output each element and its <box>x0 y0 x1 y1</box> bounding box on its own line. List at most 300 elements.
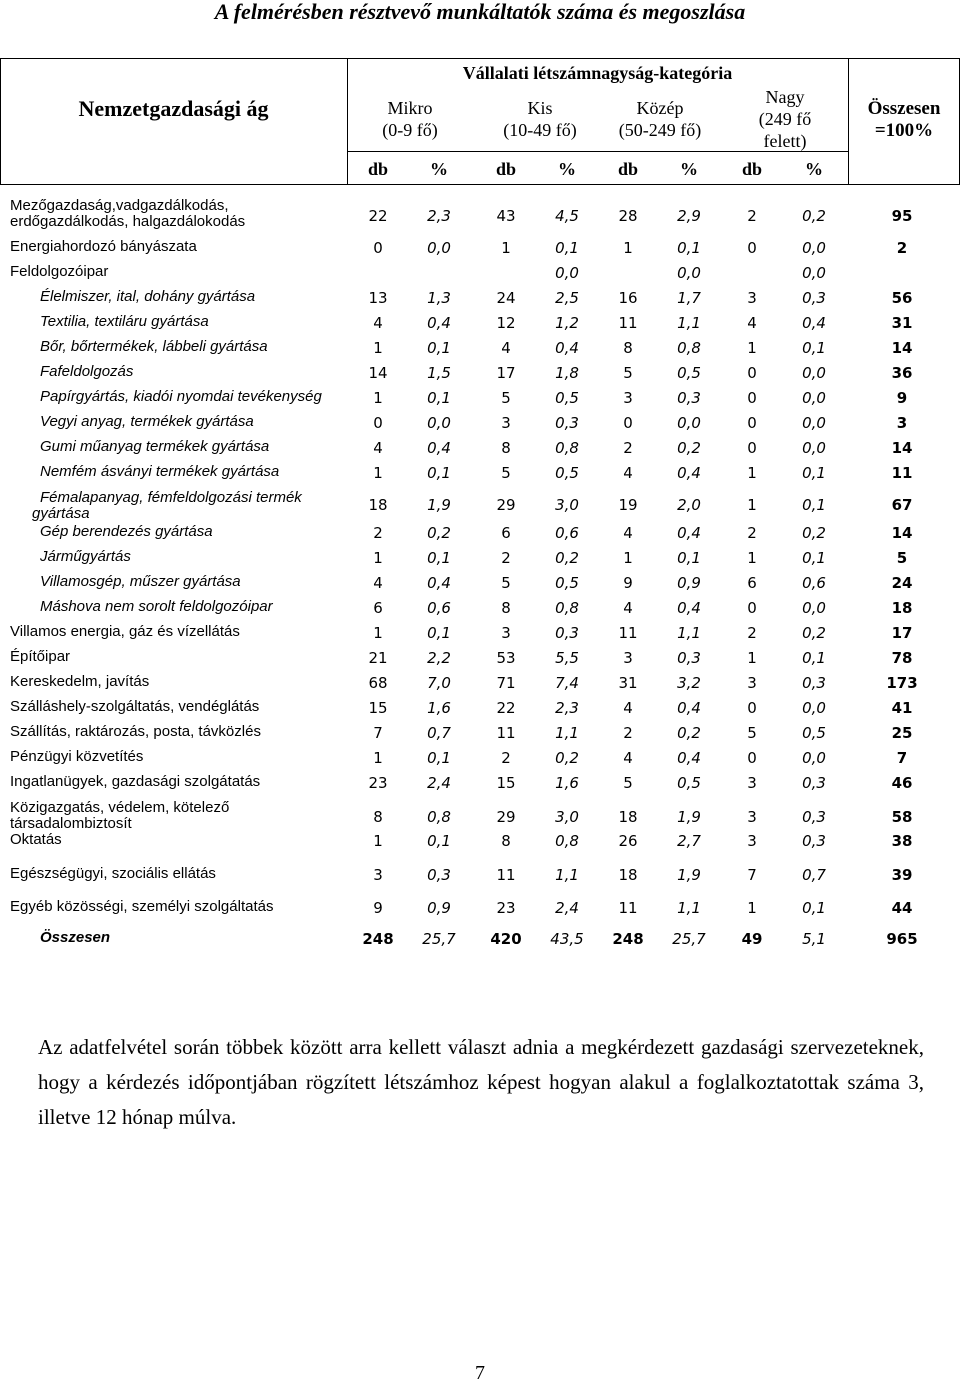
count-cell: 23 <box>496 899 516 917</box>
row-label <box>40 574 358 590</box>
row-label-line: gyártása <box>32 505 90 522</box>
row-label <box>10 774 355 790</box>
count-cell: 11 <box>618 314 638 332</box>
table-row <box>0 897 960 917</box>
row-label <box>10 239 355 255</box>
group-range: (0-9 fő) <box>382 120 438 140</box>
count-cell: 8 <box>373 808 383 826</box>
count-cell: 1 <box>747 339 757 357</box>
group-range: (10-49 fő) <box>503 120 577 140</box>
percent-cell: 1,6 <box>427 699 451 717</box>
table-row <box>0 647 960 667</box>
row-label-line: Összesen <box>40 929 111 946</box>
count-cell: 1 <box>623 239 633 257</box>
count-cell: 0 <box>747 599 757 617</box>
percent-cell: 0,2 <box>802 524 826 542</box>
row-label-line: Fafeldolgozás <box>40 363 134 380</box>
percent-cell: 2,4 <box>555 899 579 917</box>
percent-cell: 0,6 <box>427 599 451 617</box>
table-row <box>0 722 960 742</box>
count-cell: 11 <box>496 866 516 884</box>
pct-header: % <box>680 159 698 179</box>
page-number: 7 <box>475 1362 485 1384</box>
count-cell: 5 <box>747 724 757 742</box>
percent-cell: 2,7 <box>677 832 701 850</box>
percent-cell: 0,2 <box>677 724 701 742</box>
percent-cell: 0,0 <box>555 264 579 282</box>
table-row <box>0 597 960 617</box>
row-label <box>40 339 358 355</box>
count-cell: 0 <box>747 239 757 257</box>
row-label <box>10 624 355 640</box>
percent-cell: 0,5 <box>677 774 701 792</box>
table-row <box>0 312 960 332</box>
table-row <box>0 462 960 482</box>
count-cell: 0 <box>747 439 757 457</box>
row-label-line: Egyéb közösségi, személyi szolgáltatás <box>10 898 274 915</box>
total-cell: 31 <box>891 314 913 332</box>
percent-cell: 0,4 <box>427 574 451 592</box>
count-cell: 5 <box>501 389 511 407</box>
percent-cell: 0,0 <box>427 414 451 432</box>
header-left-border <box>0 58 1 184</box>
table-row <box>0 412 960 432</box>
percent-cell: 0,5 <box>555 574 579 592</box>
count-cell: 31 <box>618 674 638 692</box>
page-title: A felmérésben résztvevő munkáltatók száma és megoszlása <box>214 0 746 24</box>
count-cell: 0 <box>747 364 757 382</box>
row-label-line: erdőgazdálkodás, halgazdálokodás <box>10 213 246 230</box>
total-header <box>848 98 960 142</box>
percent-cell: 0,2 <box>802 624 826 642</box>
total-cell: 95 <box>891 207 913 225</box>
count-cell: 4 <box>623 699 633 717</box>
percent-cell: 1,8 <box>555 364 579 382</box>
row-label-line: Oktatás <box>10 831 62 848</box>
percent-cell: 0,3 <box>802 832 826 850</box>
percent-cell: 0,2 <box>677 439 701 457</box>
group-nagy <box>735 86 835 152</box>
percent-cell: 0,1 <box>427 749 451 767</box>
total-cell: 14 <box>891 339 913 357</box>
table-row <box>0 547 960 567</box>
pct-header: % <box>558 159 576 179</box>
count-cell: 1 <box>373 749 383 767</box>
count-cell: 71 <box>496 674 516 692</box>
count-cell: 3 <box>623 649 633 667</box>
row-label-line: Papírgyártás, kiadói nyomdai tevékenység <box>40 388 322 405</box>
count-cell: 7 <box>373 724 383 742</box>
row-label <box>40 289 358 305</box>
count-cell: 2 <box>501 749 511 767</box>
total-cell: 36 <box>891 364 913 382</box>
count-cell: 5 <box>623 774 633 792</box>
count-cell: 2 <box>623 724 633 742</box>
table-row <box>0 572 960 592</box>
count-cell: 15 <box>368 699 388 717</box>
percent-cell: 43,5 <box>550 930 584 948</box>
count-cell: 11 <box>496 724 516 742</box>
db-header: db <box>741 159 763 179</box>
total-cell: 46 <box>891 774 913 792</box>
row-label-line: Villamosgép, műszer gyártása <box>40 573 241 590</box>
group-mikro <box>360 97 460 141</box>
row-label-line: Gumi műanyag termékek gyártása <box>40 438 270 455</box>
count-cell: 19 <box>618 496 638 514</box>
count-cell: 49 <box>741 930 763 948</box>
percent-cell: 0,3 <box>677 389 701 407</box>
count-cell: 3 <box>747 289 757 307</box>
row-label-line: Fémalapanyag, fémfeldolgozási termék <box>40 489 302 506</box>
total-cell: 17 <box>891 624 913 642</box>
row-label-line: Bőr, bőrtermékek, lábbeli gyártása <box>40 338 268 355</box>
table-row <box>0 747 960 767</box>
branch-header: Nemzetgazdasági ág <box>78 96 269 121</box>
count-cell: 0 <box>747 749 757 767</box>
row-label <box>10 198 355 230</box>
percent-cell: 2,9 <box>677 207 701 225</box>
count-cell: 0 <box>747 389 757 407</box>
percent-cell: 0,8 <box>677 339 701 357</box>
group-kozep <box>610 97 710 141</box>
percent-cell: 1,9 <box>427 496 451 514</box>
count-cell: 248 <box>612 930 644 948</box>
percent-cell: 0,7 <box>802 866 826 884</box>
table-row <box>0 237 960 257</box>
row-label <box>40 930 385 946</box>
percent-cell: 0,1 <box>555 239 579 257</box>
count-cell: 0 <box>373 414 383 432</box>
count-cell: 29 <box>496 808 516 826</box>
percent-cell: 0,6 <box>802 574 826 592</box>
percent-cell: 0,1 <box>802 899 826 917</box>
row-label <box>40 524 358 540</box>
percent-cell: 1,1 <box>677 624 701 642</box>
row-label-line: Élelmiszer, ital, dohány gyártása <box>40 288 256 305</box>
count-cell: 3 <box>501 414 511 432</box>
table-row <box>0 337 960 357</box>
percent-cell: 0,8 <box>427 808 451 826</box>
percent-cell: 0,3 <box>802 674 826 692</box>
percent-cell: 1,7 <box>677 289 701 307</box>
count-cell: 3 <box>501 624 511 642</box>
percent-cell: 0,1 <box>802 549 826 567</box>
table-row <box>0 864 960 884</box>
row-label-line: Pénzügyi közvetítés <box>10 748 144 765</box>
count-cell: 3 <box>747 808 757 826</box>
count-cell: 8 <box>501 599 511 617</box>
count-cell: 3 <box>373 866 383 884</box>
percent-cell: 0,1 <box>427 549 451 567</box>
row-label-line: Máshova nem sorolt feldolgozóipar <box>40 598 273 615</box>
count-cell: 11 <box>618 624 638 642</box>
row-label-line: Egészségügyi, szociális ellátás <box>10 865 216 882</box>
count-cell: 4 <box>373 574 383 592</box>
count-cell: 1 <box>747 496 757 514</box>
row-label <box>10 674 355 690</box>
count-cell: 6 <box>747 574 757 592</box>
total-label: Összesen <box>867 98 941 119</box>
row-label <box>40 549 358 565</box>
percent-cell: 0,6 <box>555 524 579 542</box>
percent-cell: 3,0 <box>555 496 579 514</box>
percent-cell: 0,0 <box>802 599 826 617</box>
row-label <box>10 699 355 715</box>
count-cell: 24 <box>496 289 516 307</box>
total-row <box>0 928 960 948</box>
percent-cell: 0,3 <box>802 289 826 307</box>
total-sub: =100% <box>874 120 934 141</box>
percent-cell: 0,1 <box>802 649 826 667</box>
count-cell: 8 <box>623 339 633 357</box>
db-header: db <box>617 159 639 179</box>
group-name: Nagy <box>765 87 805 107</box>
total-cell: 965 <box>886 930 918 948</box>
count-cell: 16 <box>618 289 638 307</box>
percent-cell: 0,0 <box>802 699 826 717</box>
count-cell: 2 <box>747 207 757 225</box>
count-cell: 1 <box>501 239 511 257</box>
row-label-line: Gép berendezés gyártása <box>40 523 213 540</box>
percent-cell: 1,1 <box>677 899 701 917</box>
percent-cell: 0,2 <box>555 749 579 767</box>
count-cell: 3 <box>747 674 757 692</box>
percent-cell: 2,3 <box>555 699 579 717</box>
total-cell: 24 <box>891 574 913 592</box>
row-label-line: Vegyi anyag, termékek gyártása <box>40 413 254 430</box>
percent-cell: 0,4 <box>677 524 701 542</box>
total-cell: 7 <box>896 749 908 767</box>
row-label <box>10 800 355 832</box>
header-bottom-border <box>0 184 960 185</box>
group-name: Közép <box>636 98 684 118</box>
total-cell: 39 <box>891 866 913 884</box>
count-cell: 11 <box>618 899 638 917</box>
count-cell: 18 <box>618 808 638 826</box>
total-cell: 3 <box>896 414 908 432</box>
percent-cell: 0,2 <box>555 549 579 567</box>
percent-cell: 0,8 <box>555 832 579 850</box>
table-row <box>0 490 960 520</box>
count-cell: 4 <box>373 439 383 457</box>
row-label <box>40 314 358 330</box>
percent-cell: 2,3 <box>427 207 451 225</box>
row-label <box>10 724 355 740</box>
count-cell: 22 <box>496 699 516 717</box>
count-cell: 29 <box>496 496 516 514</box>
count-cell: 1 <box>747 899 757 917</box>
count-cell: 5 <box>501 574 511 592</box>
percent-cell: 0,1 <box>677 239 701 257</box>
count-cell: 23 <box>368 774 388 792</box>
percent-cell: 5,5 <box>555 649 579 667</box>
count-cell: 6 <box>501 524 511 542</box>
total-cell: 44 <box>891 899 913 917</box>
count-cell: 18 <box>368 496 388 514</box>
table-row <box>0 387 960 407</box>
row-label-line: Szállítás, raktározás, posta, távközlés <box>10 723 261 740</box>
percent-cell: 0,5 <box>677 364 701 382</box>
percent-cell: 1,2 <box>555 314 579 332</box>
count-cell: 3 <box>623 389 633 407</box>
percent-cell: 0,5 <box>555 464 579 482</box>
count-cell: 8 <box>501 439 511 457</box>
count-cell: 18 <box>618 866 638 884</box>
pct-header: % <box>430 159 448 179</box>
percent-cell: 25,7 <box>422 930 456 948</box>
percent-cell: 0,0 <box>427 239 451 257</box>
row-label-line: Közigazgatás, védelem, kötelező <box>10 799 230 816</box>
row-label <box>10 264 355 280</box>
total-cell: 56 <box>891 289 913 307</box>
percent-cell: 1,1 <box>555 866 579 884</box>
total-cell: 11 <box>891 464 913 482</box>
group-name: Mikro <box>387 98 433 118</box>
row-label-line: Járműgyártás <box>40 548 131 565</box>
count-cell: 2 <box>623 439 633 457</box>
percent-cell: 2,5 <box>555 289 579 307</box>
count-cell: 68 <box>368 674 388 692</box>
total-cell: 41 <box>891 699 913 717</box>
percent-cell: 0,0 <box>802 389 826 407</box>
count-cell: 420 <box>490 930 522 948</box>
percent-cell: 0,0 <box>677 264 701 282</box>
table-row <box>0 830 960 850</box>
total-cell: 38 <box>891 832 913 850</box>
percent-cell: 0,0 <box>802 239 826 257</box>
count-cell: 2 <box>747 524 757 542</box>
count-cell: 9 <box>373 899 383 917</box>
count-cell: 6 <box>373 599 383 617</box>
percent-cell: 5,1 <box>802 930 826 948</box>
row-label <box>10 832 355 848</box>
count-cell: 7 <box>747 866 757 884</box>
total-cell: 78 <box>891 649 913 667</box>
row-label-line: Építőipar <box>10 648 71 665</box>
row-label <box>10 649 355 665</box>
table-row <box>0 262 960 282</box>
percent-cell: 0,3 <box>555 414 579 432</box>
percent-cell: 0,4 <box>427 314 451 332</box>
row-label-line: Villamos energia, gáz és vízellátás <box>10 623 240 640</box>
percent-cell: 1,3 <box>427 289 451 307</box>
percent-cell: 0,1 <box>427 464 451 482</box>
percent-cell: 0,3 <box>427 866 451 884</box>
total-cell: 5 <box>896 549 908 567</box>
percent-cell: 0,1 <box>677 549 701 567</box>
table-row <box>0 522 960 542</box>
count-cell: 28 <box>618 207 638 225</box>
table-row <box>0 287 960 307</box>
row-label <box>32 489 358 522</box>
row-label-line: Kereskedelm, javítás <box>10 673 150 690</box>
row-label-line: Mezőgazdaság,vadgazdálkodás, <box>10 197 229 214</box>
count-cell: 4 <box>623 524 633 542</box>
percent-cell: 0,9 <box>427 899 451 917</box>
percent-cell: 7,0 <box>427 674 451 692</box>
count-cell: 2 <box>373 524 383 542</box>
count-cell: 21 <box>368 649 388 667</box>
count-cell: 4 <box>747 314 757 332</box>
percent-cell: 0,2 <box>427 524 451 542</box>
row-label <box>40 464 358 480</box>
count-cell: 17 <box>496 364 516 382</box>
count-cell: 13 <box>368 289 388 307</box>
row-label <box>10 749 355 765</box>
percent-cell: 1,9 <box>677 808 701 826</box>
percent-cell: 1,6 <box>555 774 579 792</box>
count-cell: 0 <box>373 239 383 257</box>
count-cell: 5 <box>501 464 511 482</box>
percent-cell: 2,0 <box>677 496 701 514</box>
percent-cell: 0,8 <box>555 439 579 457</box>
percent-cell: 0,9 <box>677 574 701 592</box>
percent-cell: 0,1 <box>427 339 451 357</box>
group-range: (50-249 fő) <box>618 120 702 140</box>
table-row <box>0 437 960 457</box>
table-row <box>0 697 960 717</box>
percent-cell: 3,2 <box>677 674 701 692</box>
row-label <box>10 866 355 882</box>
percent-cell: 0,4 <box>677 699 701 717</box>
count-cell: 43 <box>496 207 516 225</box>
percent-cell: 0,4 <box>802 314 826 332</box>
count-cell: 12 <box>496 314 516 332</box>
category-header: Vállalati létszámnagyság-kategória <box>462 63 733 83</box>
row-label <box>40 439 358 455</box>
header-top-border <box>0 58 960 59</box>
percent-cell: 2,2 <box>427 649 451 667</box>
percent-cell: 0,3 <box>677 649 701 667</box>
count-cell: 1 <box>373 624 383 642</box>
percent-cell: 0,0 <box>677 414 701 432</box>
percent-cell: 0,4 <box>427 439 451 457</box>
total-cell: 67 <box>891 496 913 514</box>
percent-cell: 1,1 <box>677 314 701 332</box>
percent-cell: 4,5 <box>555 207 579 225</box>
group-kis <box>490 97 590 141</box>
count-cell: 26 <box>618 832 638 850</box>
db-header: db <box>495 159 517 179</box>
percent-cell: 0,0 <box>802 439 826 457</box>
body-paragraph: Az adatfelvétel során többek között arra kellett választ adnia a megkérdezett gazdasági szervezeteknek, hogy a kérdezés időpontjában rögzített létszámhoz képest hogyan alakul a foglalkoztatottak száma 3, illetve 12 hónap múlva. <box>38 1035 924 1129</box>
table-header <box>0 56 960 186</box>
percent-cell: 0,1 <box>427 624 451 642</box>
percent-cell: 0,4 <box>555 339 579 357</box>
pct-header: % <box>805 159 823 179</box>
percent-cell: 7,4 <box>555 674 579 692</box>
row-label-line: társadalombiztosít <box>10 815 132 832</box>
count-cell: 248 <box>362 930 394 948</box>
count-cell: 4 <box>623 749 633 767</box>
percent-cell: 0,4 <box>677 599 701 617</box>
percent-cell: 0,1 <box>802 464 826 482</box>
row-label-line: Nemfém ásványi termékek gyártása <box>40 463 280 480</box>
count-cell: 5 <box>623 364 633 382</box>
count-cell: 3 <box>747 774 757 792</box>
percent-cell: 0,3 <box>555 624 579 642</box>
row-label-line: Textilia, textiláru gyártása <box>40 313 209 330</box>
row-label <box>40 364 358 380</box>
count-cell: 8 <box>501 832 511 850</box>
count-cell: 14 <box>368 364 388 382</box>
count-cell: 1 <box>747 549 757 567</box>
count-cell: 1 <box>623 549 633 567</box>
percent-cell: 0,3 <box>802 808 826 826</box>
table-row <box>0 362 960 382</box>
total-cell: 9 <box>896 389 908 407</box>
count-cell: 1 <box>373 549 383 567</box>
